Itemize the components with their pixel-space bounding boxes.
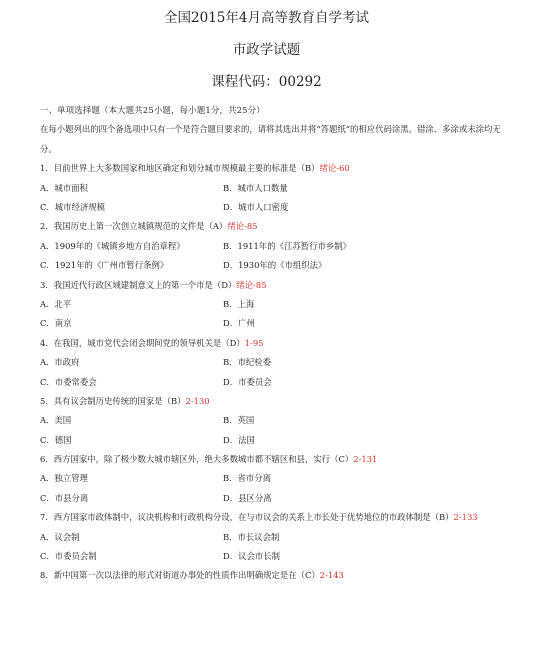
question-reference: 绪论-60	[319, 163, 350, 174]
question-reference: 绪论-85	[227, 221, 258, 232]
question-text: 4．在我国，城市党代会闭会期间党的领导机关是（D）	[40, 337, 245, 348]
question-stem	[40, 566, 516, 585]
question-text: 3．我国近代行政区域建制意义上的第一个市是（D）	[40, 279, 237, 290]
question-reference: 1-95	[244, 337, 264, 348]
question-text: 6．西方国家中，除了极少数大城市辖区外，绝大多数城市都不辖区和县，实行（C）	[40, 454, 354, 465]
answer-option: D．市委员会	[223, 376, 272, 387]
question-stem	[40, 217, 516, 236]
answer-option: C．市委员会制	[40, 551, 97, 562]
answer-option: B．上海	[223, 298, 255, 309]
question-text: 1．目前世界上大多数国家和地区确定和划分城市规模最主要的标准是（B）	[40, 163, 320, 174]
answer-option: B．英国	[223, 415, 255, 426]
question-reference: 2-133	[453, 512, 478, 523]
question-reference: 2-130	[185, 395, 210, 406]
question-reference: 2-143	[319, 570, 344, 581]
question-text: 7．西方国家市政体制中，议决机构和行政机构分设，在与市议会的关系上市长处于优势地位的市政体制是（B）	[40, 512, 454, 523]
section-heading: 一、单项选择题（本大题共25小题，每小题1分，共25分）	[40, 105, 265, 115]
answer-option: C．南京	[40, 318, 72, 329]
section-instruction: 在每小题列出的四个备选项中只有一个是符合题目要求的，请将其选出并将“答题纸”的相应代码涂黑。错涂、多涂或未涂均无分。	[40, 124, 501, 154]
answer-option: D．县区分离	[223, 492, 272, 503]
answer-option: A．1909年的《城镇乡地方自治章程》	[40, 240, 185, 251]
answer-option: C．1921年的《广州市暂行条例》	[40, 260, 169, 271]
answer-option: D．1930年的《市组织法》	[223, 260, 327, 271]
course-code: 课程代码：00292	[211, 74, 322, 90]
question-text: 2．我国历史上第一次创立城镇规范的文件是（A）	[40, 221, 228, 232]
option-row	[40, 547, 516, 566]
option-row	[40, 489, 516, 508]
answer-option: C．市委常委会	[40, 376, 97, 387]
answer-option: D．城市人口密度	[223, 201, 289, 212]
answer-option: B．市纪检委	[223, 357, 272, 368]
question-stem	[40, 508, 516, 527]
answer-option: A．城市面积	[40, 182, 88, 193]
option-row	[40, 256, 516, 275]
answer-option: A．独立管理	[40, 473, 88, 484]
answer-option: C．市县分离	[40, 492, 89, 503]
exam-body	[40, 101, 516, 586]
answer-option: D．广州	[223, 318, 255, 329]
question-stem	[40, 159, 516, 178]
answer-option: B．1911年的《江苏暂行市乡制》	[223, 240, 351, 251]
answer-option: C．德国	[40, 434, 72, 445]
answer-option: C．城市经济规模	[40, 201, 106, 212]
question-text: 8．新中国第一次以法律的形式对街道办事处的性质作出明确规定是在（C）	[40, 570, 320, 581]
exam-title: 全国2015年4月高等教育自学考试	[164, 10, 369, 26]
answer-option: A．市政府	[40, 357, 80, 368]
option-row	[40, 373, 516, 392]
option-row	[40, 411, 516, 430]
answer-option: B．市长议会制	[223, 531, 280, 542]
question-stem	[40, 450, 516, 469]
option-row	[40, 237, 516, 256]
option-row	[40, 528, 516, 547]
question-stem	[40, 392, 516, 411]
answer-option: A．美国	[40, 415, 72, 426]
question-stem	[40, 276, 516, 295]
answer-option: B．城市人口数量	[223, 182, 288, 193]
question-list	[40, 159, 516, 586]
answer-option: D．法国	[223, 434, 255, 445]
answer-option: A．议会制	[40, 531, 80, 542]
question-reference: 2-131	[353, 454, 378, 465]
option-row	[40, 469, 516, 488]
option-row	[40, 295, 516, 314]
question-text: 5．具有议会制历史传统的国家是（B）	[40, 395, 186, 406]
question-stem	[40, 334, 516, 353]
option-row	[40, 431, 516, 450]
answer-option: D．议会市长制	[223, 551, 280, 562]
option-row	[40, 353, 516, 372]
option-row	[40, 198, 516, 217]
option-row	[40, 179, 516, 198]
question-reference: 绪论-85	[236, 279, 267, 290]
answer-option: A．北平	[40, 298, 72, 309]
subject-title: 市政学试题	[232, 42, 301, 58]
option-row	[40, 314, 516, 333]
answer-option: B．省市分离	[223, 473, 272, 484]
